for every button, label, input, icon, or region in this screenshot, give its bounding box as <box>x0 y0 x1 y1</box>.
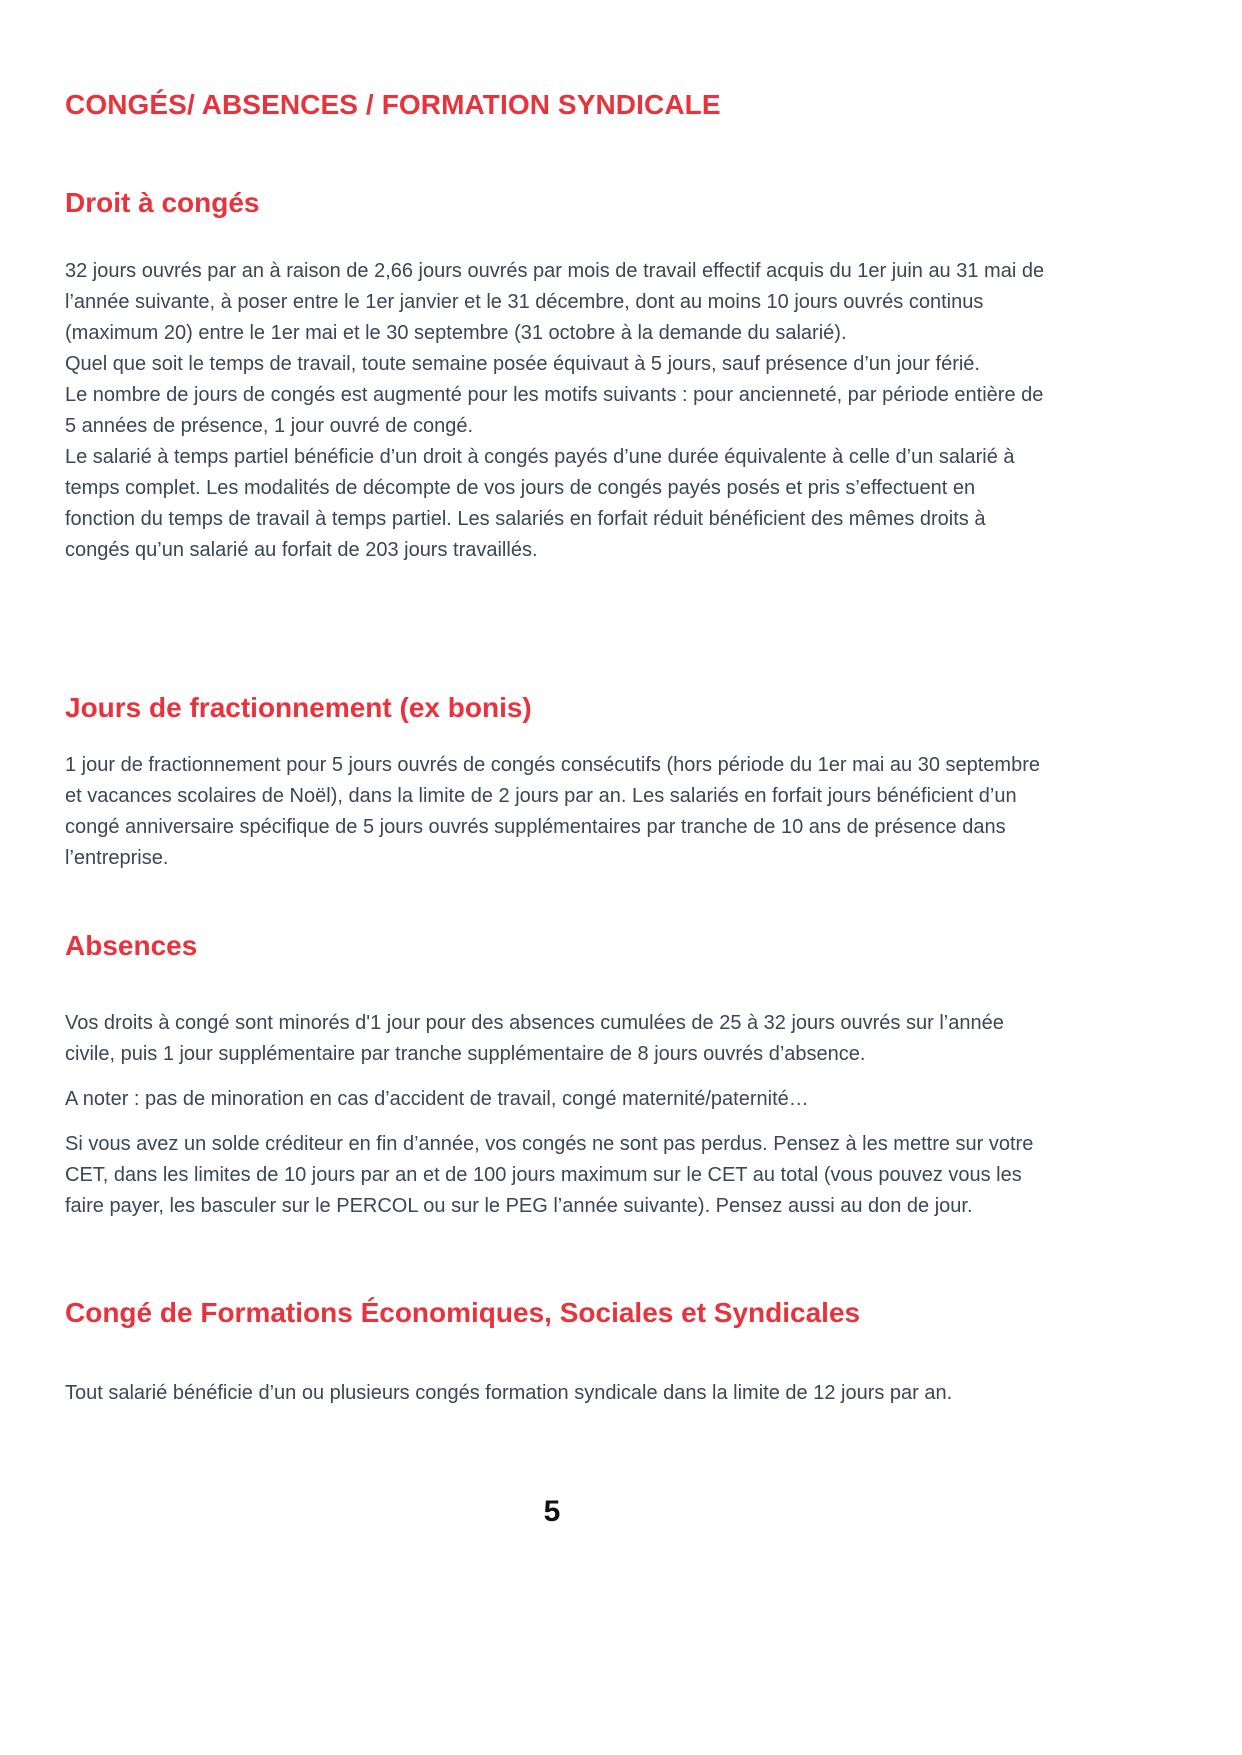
paragraph: Le nombre de jours de congés est augmenté pour les motifs suivants : pour ancienneté, par période entière de 5 années de présence, 1 jour ouvré de congé. <box>65 384 1044 437</box>
section-body-absences <box>65 1008 1045 1222</box>
section-heading-droit-a-conges: Droit à congés <box>65 187 260 218</box>
paragraph: Quel que soit le temps de travail, toute semaine posée équivaut à 5 jours, sauf présence d’un jour férié. <box>65 353 980 375</box>
paragraph: Tout salarié bénéficie d’un ou plusieurs congés formation syndicale dans la limite de 12 jours par an. <box>65 1382 953 1404</box>
paragraph: 1 jour de fractionnement pour 5 jours ouvrés de congés consécutifs (hors période du 1er mai au 30 septembre et vacances scolaires de Noël), dans la limite de 2 jours par an. Les salariés en forfait jours bénéficient d’un congé anniversaire spécifique de 5 jours ouvrés supplémentaires par tranche de 10 ans de présence dans l’entreprise. <box>65 754 1040 869</box>
document-page <box>65 0 1045 1560</box>
section-heading-jours-de-fractionnement: Jours de fractionnement (ex bonis) <box>65 692 532 723</box>
section-heading-absences: Absences <box>65 930 198 961</box>
section-body-jours-de-fractionnement <box>65 750 1045 874</box>
section-body-conge-de-formations <box>65 1377 1045 1410</box>
paragraph: Le salarié à temps partiel bénéficie d’un droit à congés payés d’une durée équivalente à celle d’un salarié à temps complet. Les modalités de décompte de vos jours de congés payés posés et pris s’effectuent en fonction du temps de travail à temps partiel. Les salariés en forfait réduit bénéficient des mêmes droits à congés qu’un salarié au forfait de 203 jours travaillés. <box>65 446 1015 561</box>
paragraph: Si vous avez un solde créditeur en fin d’année, vos congés ne sont pas perdus. Pensez à les mettre sur votre CET, dans les limites de 10 jours par an et de 100 jours maximum sur le CET au total (vous pouvez vous les faire payer, les basculer sur le PERCOL ou sur le PEG l’année suivante). Pensez aussi au don de jour. <box>65 1133 1034 1217</box>
paragraph: A noter : pas de minoration en cas d’accident de travail, congé maternité/paternité… <box>65 1088 809 1110</box>
page-number: 5 <box>543 1495 561 1528</box>
paragraph: Vos droits à congé sont minorés d'1 jour pour des absences cumulées de 25 à 32 jours ouvrés sur l’année civile, puis 1 jour supplémentaire par tranche supplémentaire de 8 jours ouvrés d’absence. <box>65 1012 1004 1065</box>
section-heading-conge-de-formations: Congé de Formations Économiques, Sociales et Syndicales <box>65 1297 861 1328</box>
paragraph: 32 jours ouvrés par an à raison de 2,66 jours ouvrés par mois de travail effectif acquis du 1er juin au 31 mai de l’année suivante, à poser entre le 1er janvier et le 31 décembre, dont au moins 10 jours ouvrés continus (maximum 20) entre le 1er mai et le 30 septembre (31 octobre à la demande du salarié). <box>65 260 1045 344</box>
section-body-droit-a-conges <box>65 256 1045 566</box>
page-title: CONGÉS/ ABSENCES / FORMATION SYNDICALE <box>65 89 721 120</box>
